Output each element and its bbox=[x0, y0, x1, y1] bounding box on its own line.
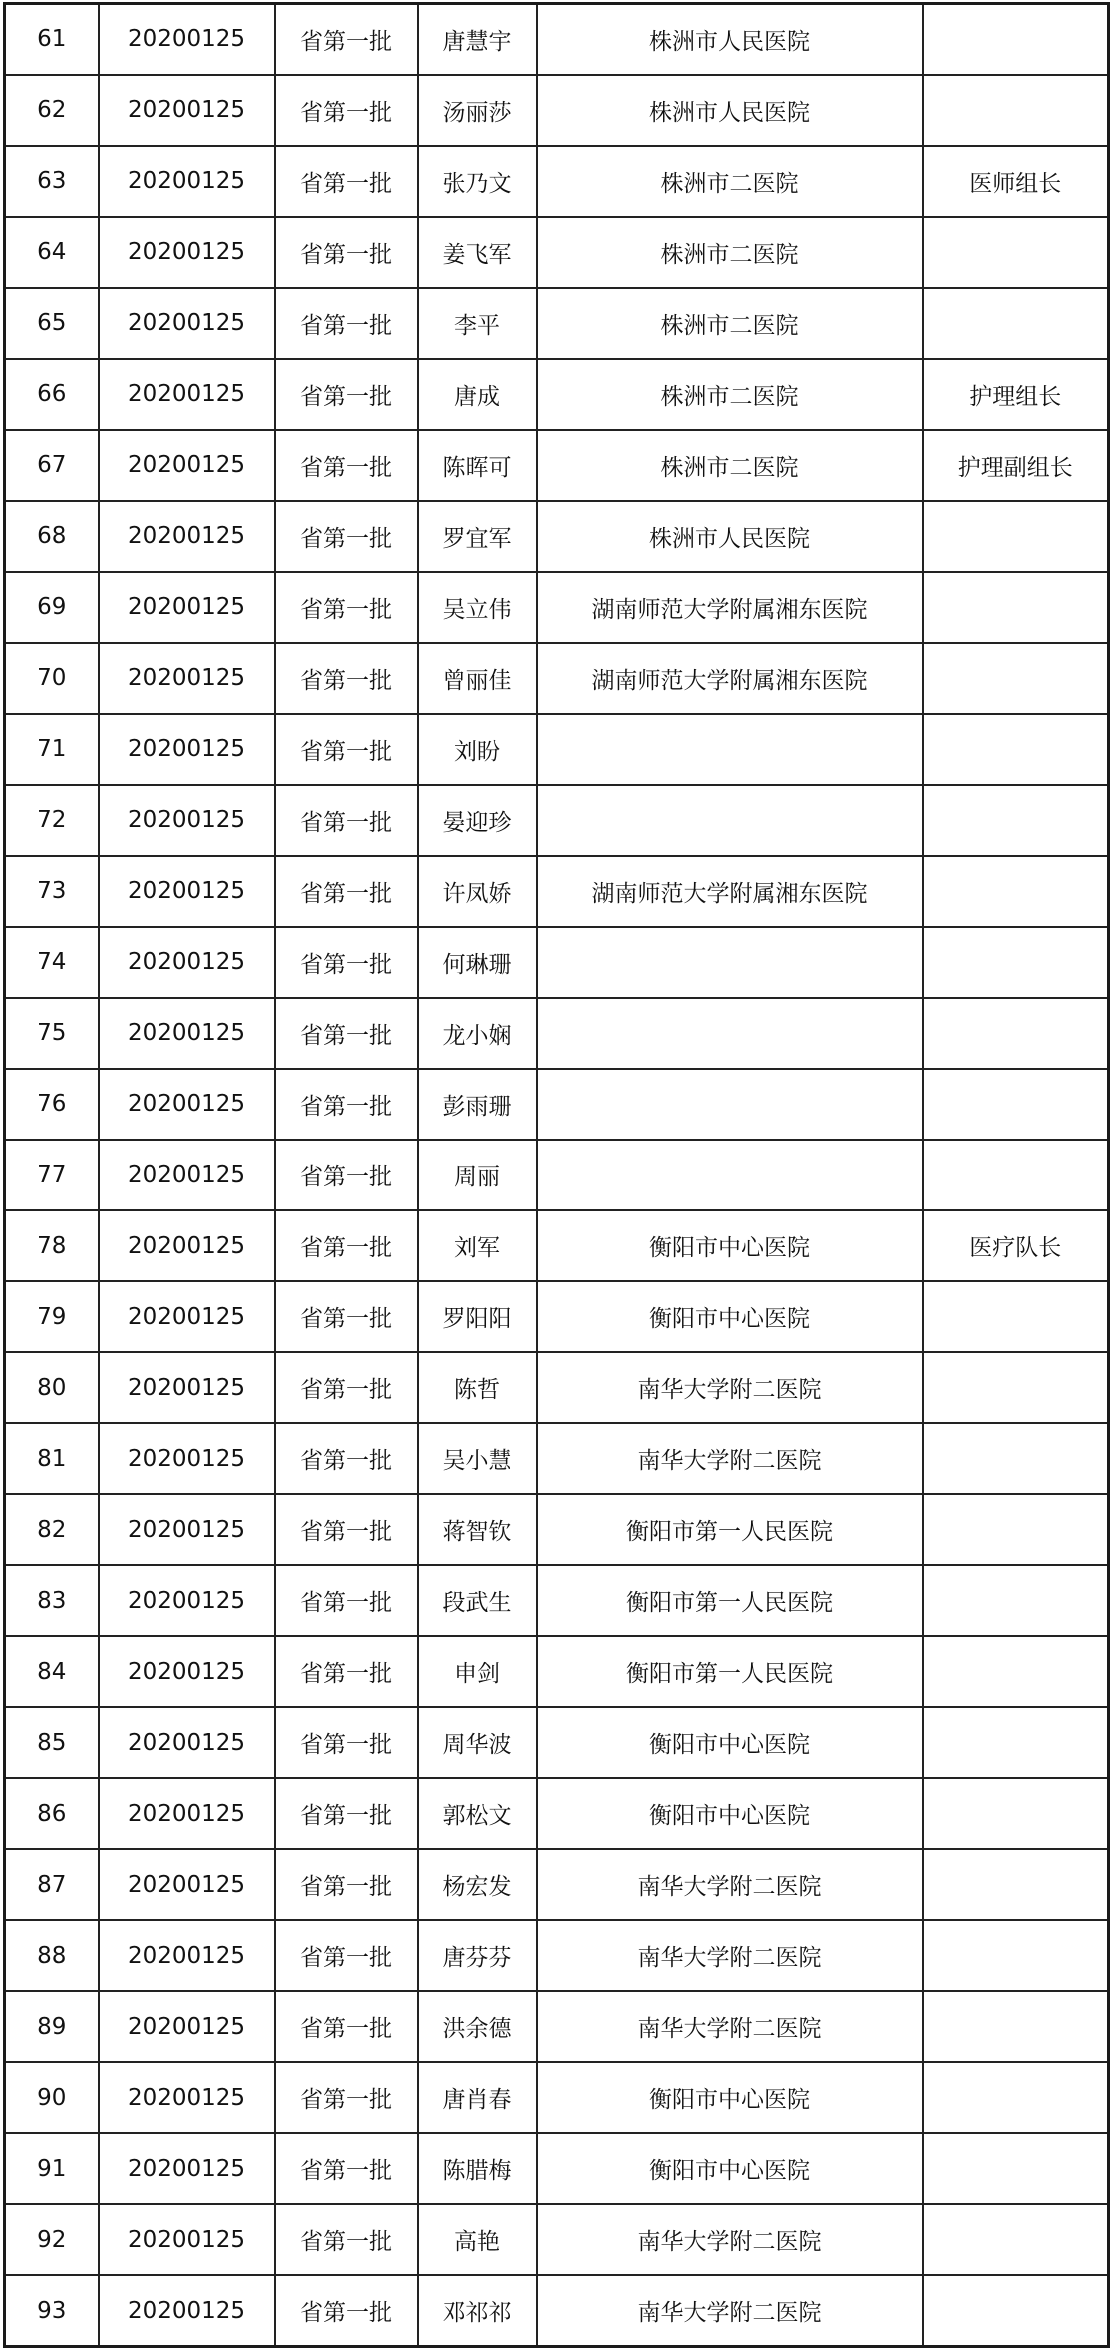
name-cell: 晏迎珍 bbox=[418, 785, 537, 856]
name-cell: 吴小慧 bbox=[418, 1423, 537, 1494]
table-row bbox=[5, 856, 1109, 927]
hospital-cell: 衡阳市中心医院 bbox=[537, 2133, 923, 2204]
date-cell: 20200125 bbox=[99, 998, 275, 1069]
table-row bbox=[5, 1423, 1109, 1494]
name-cell: 申剑 bbox=[418, 1636, 537, 1707]
row-number-cell: 63 bbox=[5, 146, 99, 217]
batch-cell: 省第一批 bbox=[275, 2062, 418, 2133]
date-cell: 20200125 bbox=[99, 1352, 275, 1423]
name-cell: 杨宏发 bbox=[418, 1849, 537, 1920]
table-row bbox=[5, 1636, 1109, 1707]
date-cell: 20200125 bbox=[99, 1920, 275, 1991]
role-cell bbox=[923, 288, 1109, 359]
date-cell: 20200125 bbox=[99, 1281, 275, 1352]
row-number-cell: 83 bbox=[5, 1565, 99, 1636]
table-row bbox=[5, 1991, 1109, 2062]
batch-cell: 省第一批 bbox=[275, 1352, 418, 1423]
row-number-cell: 79 bbox=[5, 1281, 99, 1352]
date-cell: 20200125 bbox=[99, 75, 275, 146]
name-cell: 蒋智钦 bbox=[418, 1494, 537, 1565]
hospital-cell: 株洲市二医院 bbox=[537, 146, 923, 217]
hospital-cell: 衡阳市第一人民医院 bbox=[537, 1494, 923, 1565]
role-cell bbox=[923, 1707, 1109, 1778]
table-row bbox=[5, 146, 1109, 217]
table-row bbox=[5, 998, 1109, 1069]
row-number-cell: 93 bbox=[5, 2275, 99, 2347]
row-number-cell: 85 bbox=[5, 1707, 99, 1778]
role-cell bbox=[923, 4, 1109, 75]
hospital-cell: 南华大学附二医院 bbox=[537, 1849, 923, 1920]
table-row bbox=[5, 927, 1109, 998]
role-cell bbox=[923, 2062, 1109, 2133]
hospital-cell: 株洲市人民医院 bbox=[537, 501, 923, 572]
table-row bbox=[5, 714, 1109, 785]
batch-cell: 省第一批 bbox=[275, 1210, 418, 1281]
hospital-cell: 南华大学附二医院 bbox=[537, 2204, 923, 2275]
hospital-cell: 衡阳市中心医院 bbox=[537, 1707, 923, 1778]
date-cell: 20200125 bbox=[99, 1991, 275, 2062]
batch-cell: 省第一批 bbox=[275, 1494, 418, 1565]
table-row bbox=[5, 2062, 1109, 2133]
role-cell bbox=[923, 572, 1109, 643]
name-cell: 陈腊梅 bbox=[418, 2133, 537, 2204]
table-row bbox=[5, 1778, 1109, 1849]
row-number-cell: 69 bbox=[5, 572, 99, 643]
batch-cell: 省第一批 bbox=[275, 1140, 418, 1211]
batch-cell: 省第一批 bbox=[275, 572, 418, 643]
date-cell: 20200125 bbox=[99, 146, 275, 217]
role-cell bbox=[923, 217, 1109, 288]
batch-cell: 省第一批 bbox=[275, 1849, 418, 1920]
hospital-cell: 南华大学附二医院 bbox=[537, 1991, 923, 2062]
row-number-cell: 64 bbox=[5, 217, 99, 288]
batch-cell: 省第一批 bbox=[275, 714, 418, 785]
batch-cell: 省第一批 bbox=[275, 1707, 418, 1778]
batch-cell: 省第一批 bbox=[275, 501, 418, 572]
row-number-cell: 73 bbox=[5, 856, 99, 927]
hospital-cell: 南华大学附二医院 bbox=[537, 1423, 923, 1494]
roster-table-body bbox=[5, 4, 1109, 2347]
hospital-cell: 株洲市二医院 bbox=[537, 359, 923, 430]
role-cell bbox=[923, 1778, 1109, 1849]
date-cell: 20200125 bbox=[99, 2133, 275, 2204]
row-number-cell: 90 bbox=[5, 2062, 99, 2133]
batch-cell: 省第一批 bbox=[275, 217, 418, 288]
hospital-cell: 南华大学附二医院 bbox=[537, 2275, 923, 2347]
date-cell: 20200125 bbox=[99, 1565, 275, 1636]
date-cell: 20200125 bbox=[99, 1494, 275, 1565]
batch-cell: 省第一批 bbox=[275, 75, 418, 146]
row-number-cell: 88 bbox=[5, 1920, 99, 1991]
role-cell: 护理副组长 bbox=[923, 430, 1109, 501]
table-row bbox=[5, 1494, 1109, 1565]
row-number-cell: 89 bbox=[5, 1991, 99, 2062]
hospital-cell: 南华大学附二医院 bbox=[537, 1920, 923, 1991]
name-cell: 高艳 bbox=[418, 2204, 537, 2275]
name-cell: 龙小娴 bbox=[418, 998, 537, 1069]
row-number-cell: 82 bbox=[5, 1494, 99, 1565]
date-cell: 20200125 bbox=[99, 1210, 275, 1281]
role-cell bbox=[923, 1849, 1109, 1920]
name-cell: 吴立伟 bbox=[418, 572, 537, 643]
hospital-cell: 湖南师范大学附属湘东医院 bbox=[537, 856, 923, 927]
hospital-cell bbox=[537, 1069, 923, 1140]
hospital-cell: 衡阳市第一人民医院 bbox=[537, 1636, 923, 1707]
role-cell bbox=[923, 998, 1109, 1069]
row-number-cell: 67 bbox=[5, 430, 99, 501]
role-cell bbox=[923, 856, 1109, 927]
batch-cell: 省第一批 bbox=[275, 785, 418, 856]
name-cell: 罗宜军 bbox=[418, 501, 537, 572]
role-cell bbox=[923, 1281, 1109, 1352]
table-row bbox=[5, 643, 1109, 714]
hospital-cell bbox=[537, 714, 923, 785]
role-cell bbox=[923, 2133, 1109, 2204]
hospital-cell bbox=[537, 785, 923, 856]
role-cell bbox=[923, 2275, 1109, 2347]
batch-cell: 省第一批 bbox=[275, 146, 418, 217]
batch-cell: 省第一批 bbox=[275, 1636, 418, 1707]
date-cell: 20200125 bbox=[99, 1423, 275, 1494]
hospital-cell: 衡阳市中心医院 bbox=[537, 1778, 923, 1849]
row-number-cell: 80 bbox=[5, 1352, 99, 1423]
date-cell: 20200125 bbox=[99, 714, 275, 785]
hospital-cell: 衡阳市第一人民医院 bbox=[537, 1565, 923, 1636]
table-row bbox=[5, 1210, 1109, 1281]
batch-cell: 省第一批 bbox=[275, 2204, 418, 2275]
name-cell: 李平 bbox=[418, 288, 537, 359]
table-row bbox=[5, 217, 1109, 288]
role-cell bbox=[923, 1140, 1109, 1211]
table-row bbox=[5, 288, 1109, 359]
name-cell: 周丽 bbox=[418, 1140, 537, 1211]
row-number-cell: 65 bbox=[5, 288, 99, 359]
row-number-cell: 86 bbox=[5, 1778, 99, 1849]
role-cell: 医疗队长 bbox=[923, 1210, 1109, 1281]
role-cell: 医师组长 bbox=[923, 146, 1109, 217]
hospital-cell: 湖南师范大学附属湘东医院 bbox=[537, 643, 923, 714]
table-row bbox=[5, 2204, 1109, 2275]
name-cell: 刘盼 bbox=[418, 714, 537, 785]
table-row bbox=[5, 785, 1109, 856]
name-cell: 罗阳阳 bbox=[418, 1281, 537, 1352]
role-cell bbox=[923, 1636, 1109, 1707]
role-cell bbox=[923, 1069, 1109, 1140]
date-cell: 20200125 bbox=[99, 430, 275, 501]
name-cell: 汤丽莎 bbox=[418, 75, 537, 146]
role-cell bbox=[923, 643, 1109, 714]
table-row bbox=[5, 1140, 1109, 1211]
date-cell: 20200125 bbox=[99, 1778, 275, 1849]
date-cell: 20200125 bbox=[99, 1069, 275, 1140]
batch-cell: 省第一批 bbox=[275, 1565, 418, 1636]
role-cell bbox=[923, 1423, 1109, 1494]
hospital-cell: 株洲市二医院 bbox=[537, 217, 923, 288]
date-cell: 20200125 bbox=[99, 2204, 275, 2275]
row-number-cell: 68 bbox=[5, 501, 99, 572]
row-number-cell: 77 bbox=[5, 1140, 99, 1211]
batch-cell: 省第一批 bbox=[275, 2275, 418, 2347]
name-cell: 张乃文 bbox=[418, 146, 537, 217]
table-row bbox=[5, 1352, 1109, 1423]
hospital-cell: 株洲市人民医院 bbox=[537, 4, 923, 75]
row-number-cell: 81 bbox=[5, 1423, 99, 1494]
row-number-cell: 66 bbox=[5, 359, 99, 430]
role-cell bbox=[923, 2204, 1109, 2275]
name-cell: 彭雨珊 bbox=[418, 1069, 537, 1140]
role-cell bbox=[923, 927, 1109, 998]
date-cell: 20200125 bbox=[99, 643, 275, 714]
name-cell: 唐慧宇 bbox=[418, 4, 537, 75]
row-number-cell: 72 bbox=[5, 785, 99, 856]
date-cell: 20200125 bbox=[99, 1140, 275, 1211]
batch-cell: 省第一批 bbox=[275, 1991, 418, 2062]
table-row bbox=[5, 1069, 1109, 1140]
row-number-cell: 70 bbox=[5, 643, 99, 714]
date-cell: 20200125 bbox=[99, 2275, 275, 2347]
table-row bbox=[5, 1707, 1109, 1778]
date-cell: 20200125 bbox=[99, 4, 275, 75]
table-row bbox=[5, 1920, 1109, 1991]
date-cell: 20200125 bbox=[99, 785, 275, 856]
batch-cell: 省第一批 bbox=[275, 430, 418, 501]
table-row bbox=[5, 4, 1109, 75]
row-number-cell: 74 bbox=[5, 927, 99, 998]
hospital-cell bbox=[537, 927, 923, 998]
row-number-cell: 78 bbox=[5, 1210, 99, 1281]
name-cell: 何琳珊 bbox=[418, 927, 537, 998]
table-row bbox=[5, 1281, 1109, 1352]
batch-cell: 省第一批 bbox=[275, 856, 418, 927]
date-cell: 20200125 bbox=[99, 501, 275, 572]
name-cell: 唐芬芬 bbox=[418, 1920, 537, 1991]
hospital-cell bbox=[537, 998, 923, 1069]
role-cell bbox=[923, 1565, 1109, 1636]
hospital-cell: 株洲市二医院 bbox=[537, 288, 923, 359]
name-cell: 许凤娇 bbox=[418, 856, 537, 927]
name-cell: 唐成 bbox=[418, 359, 537, 430]
name-cell: 曾丽佳 bbox=[418, 643, 537, 714]
batch-cell: 省第一批 bbox=[275, 998, 418, 1069]
row-number-cell: 61 bbox=[5, 4, 99, 75]
role-cell bbox=[923, 1920, 1109, 1991]
hospital-cell: 衡阳市中心医院 bbox=[537, 1210, 923, 1281]
batch-cell: 省第一批 bbox=[275, 1281, 418, 1352]
name-cell: 陈哲 bbox=[418, 1352, 537, 1423]
role-cell bbox=[923, 501, 1109, 572]
name-cell: 段武生 bbox=[418, 1565, 537, 1636]
date-cell: 20200125 bbox=[99, 359, 275, 430]
name-cell: 唐肖春 bbox=[418, 2062, 537, 2133]
hospital-cell: 株洲市二医院 bbox=[537, 430, 923, 501]
hospital-cell: 衡阳市中心医院 bbox=[537, 2062, 923, 2133]
batch-cell: 省第一批 bbox=[275, 4, 418, 75]
row-number-cell: 76 bbox=[5, 1069, 99, 1140]
row-number-cell: 62 bbox=[5, 75, 99, 146]
date-cell: 20200125 bbox=[99, 856, 275, 927]
hospital-cell: 株洲市人民医院 bbox=[537, 75, 923, 146]
row-number-cell: 84 bbox=[5, 1636, 99, 1707]
role-cell bbox=[923, 1352, 1109, 1423]
table-row bbox=[5, 1849, 1109, 1920]
row-number-cell: 91 bbox=[5, 2133, 99, 2204]
batch-cell: 省第一批 bbox=[275, 1778, 418, 1849]
batch-cell: 省第一批 bbox=[275, 1920, 418, 1991]
table-row bbox=[5, 572, 1109, 643]
date-cell: 20200125 bbox=[99, 927, 275, 998]
role-cell bbox=[923, 785, 1109, 856]
table-row bbox=[5, 75, 1109, 146]
role-cell bbox=[923, 75, 1109, 146]
name-cell: 郭松文 bbox=[418, 1778, 537, 1849]
name-cell: 陈晖可 bbox=[418, 430, 537, 501]
row-number-cell: 71 bbox=[5, 714, 99, 785]
date-cell: 20200125 bbox=[99, 1636, 275, 1707]
table-row bbox=[5, 2275, 1109, 2347]
row-number-cell: 75 bbox=[5, 998, 99, 1069]
batch-cell: 省第一批 bbox=[275, 927, 418, 998]
hospital-cell: 湖南师范大学附属湘东医院 bbox=[537, 572, 923, 643]
batch-cell: 省第一批 bbox=[275, 288, 418, 359]
roster-table bbox=[3, 2, 1110, 2348]
batch-cell: 省第一批 bbox=[275, 643, 418, 714]
table-row bbox=[5, 2133, 1109, 2204]
date-cell: 20200125 bbox=[99, 1707, 275, 1778]
name-cell: 洪余德 bbox=[418, 1991, 537, 2062]
date-cell: 20200125 bbox=[99, 572, 275, 643]
table-row bbox=[5, 359, 1109, 430]
date-cell: 20200125 bbox=[99, 288, 275, 359]
role-cell bbox=[923, 714, 1109, 785]
name-cell: 周华波 bbox=[418, 1707, 537, 1778]
role-cell bbox=[923, 1494, 1109, 1565]
table-row bbox=[5, 501, 1109, 572]
name-cell: 邓祁祁 bbox=[418, 2275, 537, 2347]
hospital-cell bbox=[537, 1140, 923, 1211]
row-number-cell: 87 bbox=[5, 1849, 99, 1920]
table-row bbox=[5, 430, 1109, 501]
date-cell: 20200125 bbox=[99, 1849, 275, 1920]
role-cell: 护理组长 bbox=[923, 359, 1109, 430]
hospital-cell: 衡阳市中心医院 bbox=[537, 1281, 923, 1352]
date-cell: 20200125 bbox=[99, 217, 275, 288]
row-number-cell: 92 bbox=[5, 2204, 99, 2275]
role-cell bbox=[923, 1991, 1109, 2062]
batch-cell: 省第一批 bbox=[275, 359, 418, 430]
name-cell: 刘军 bbox=[418, 1210, 537, 1281]
batch-cell: 省第一批 bbox=[275, 1069, 418, 1140]
batch-cell: 省第一批 bbox=[275, 2133, 418, 2204]
hospital-cell: 南华大学附二医院 bbox=[537, 1352, 923, 1423]
table-row bbox=[5, 1565, 1109, 1636]
name-cell: 姜飞军 bbox=[418, 217, 537, 288]
batch-cell: 省第一批 bbox=[275, 1423, 418, 1494]
date-cell: 20200125 bbox=[99, 2062, 275, 2133]
